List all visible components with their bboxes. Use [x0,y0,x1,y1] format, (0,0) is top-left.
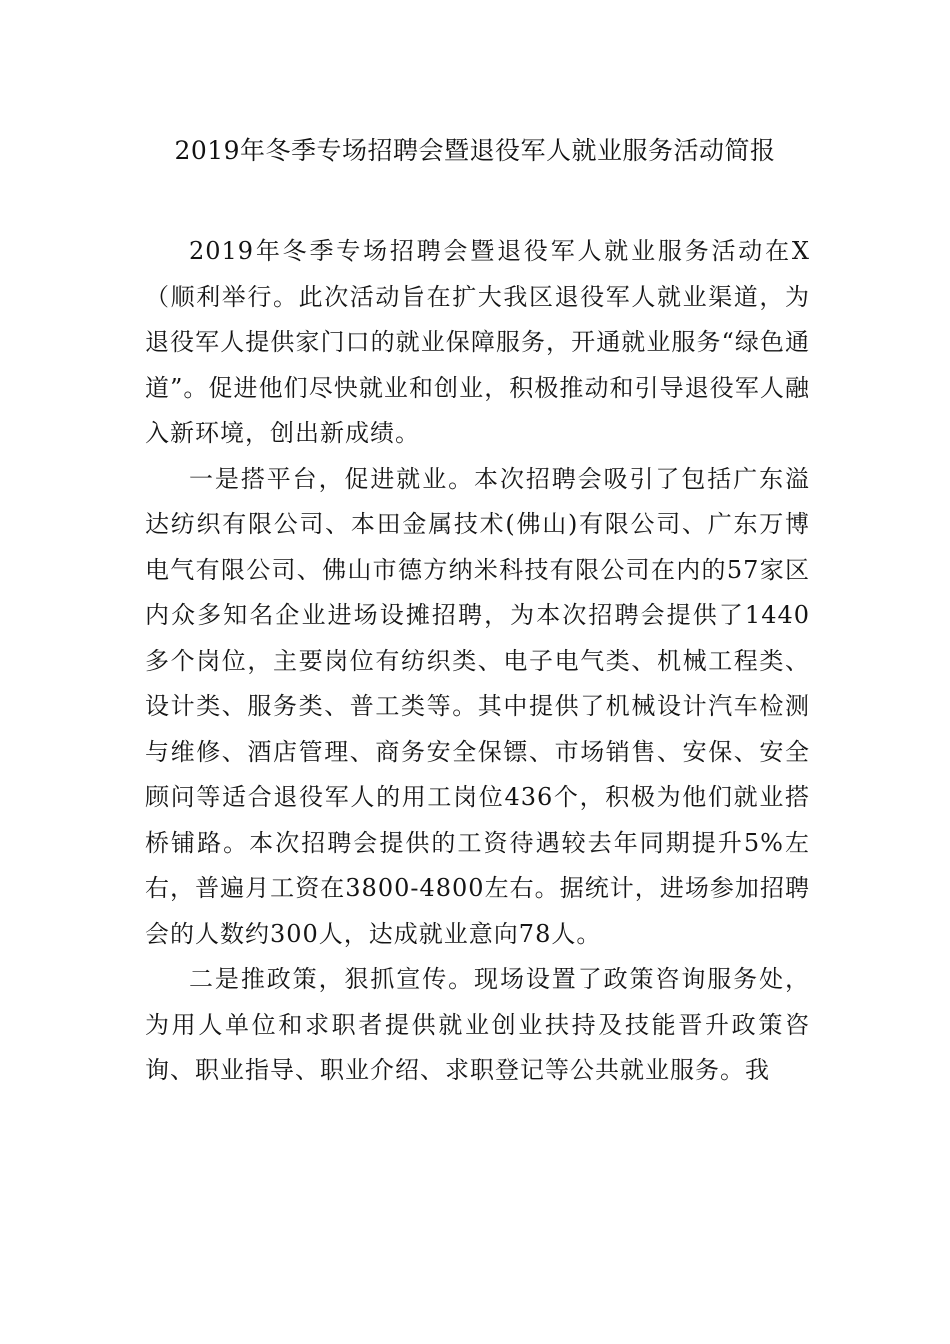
document-body [145,229,810,1094]
paragraph-platform: 一是搭平台，促进就业。本次招聘会吸引了包括广东溢达纺织有限公司、本田金属技术(佛山)有限公司、广东万博电气有限公司、佛山市德方纳米科技有限公司在内的57家区内众多知名企业进场设摊招聘，为本次招聘会提供了1440多个岗位，主要岗位有纺织类、电子电气类、机械工程类、设计类、服务类、普工类等。其中提供了机械设计汽车检测与维修、酒店管理、商务安全保镖、市场销售、安保、安全顾问等适合退役军人的用工岗位436个，积极为他们就业搭桥铺路。本次招聘会提供的工资待遇较去年同期提升5%左右，普遍月工资在3800-4800左右。据统计，进场参加招聘会的人数约300人，达成就业意向78人。 [145,464,810,948]
paragraph-policy: 二是推政策，狠抓宣传。现场设置了政策咨询服务处，为用人单位和求职者提供就业创业扶持及技能晋升政策咨询、职业指导、职业介绍、求职登记等公共就业服务。我 [145,965,810,1084]
paragraph-intro: 2019年冬季专场招聘会暨退役军人就业服务活动在X（顺利举行。此次活动旨在扩大我区退役军人就业渠道，为退役军人提供家门口的就业保障服务，开通就业服务“绿色通道”。促进他们尽快就业和创业，积极推动和引导退役军人融入新环境，创出新成绩。 [145,237,810,447]
document-title: 2019年冬季专场招聘会暨退役军人就业服务活动简报 [174,136,776,165]
